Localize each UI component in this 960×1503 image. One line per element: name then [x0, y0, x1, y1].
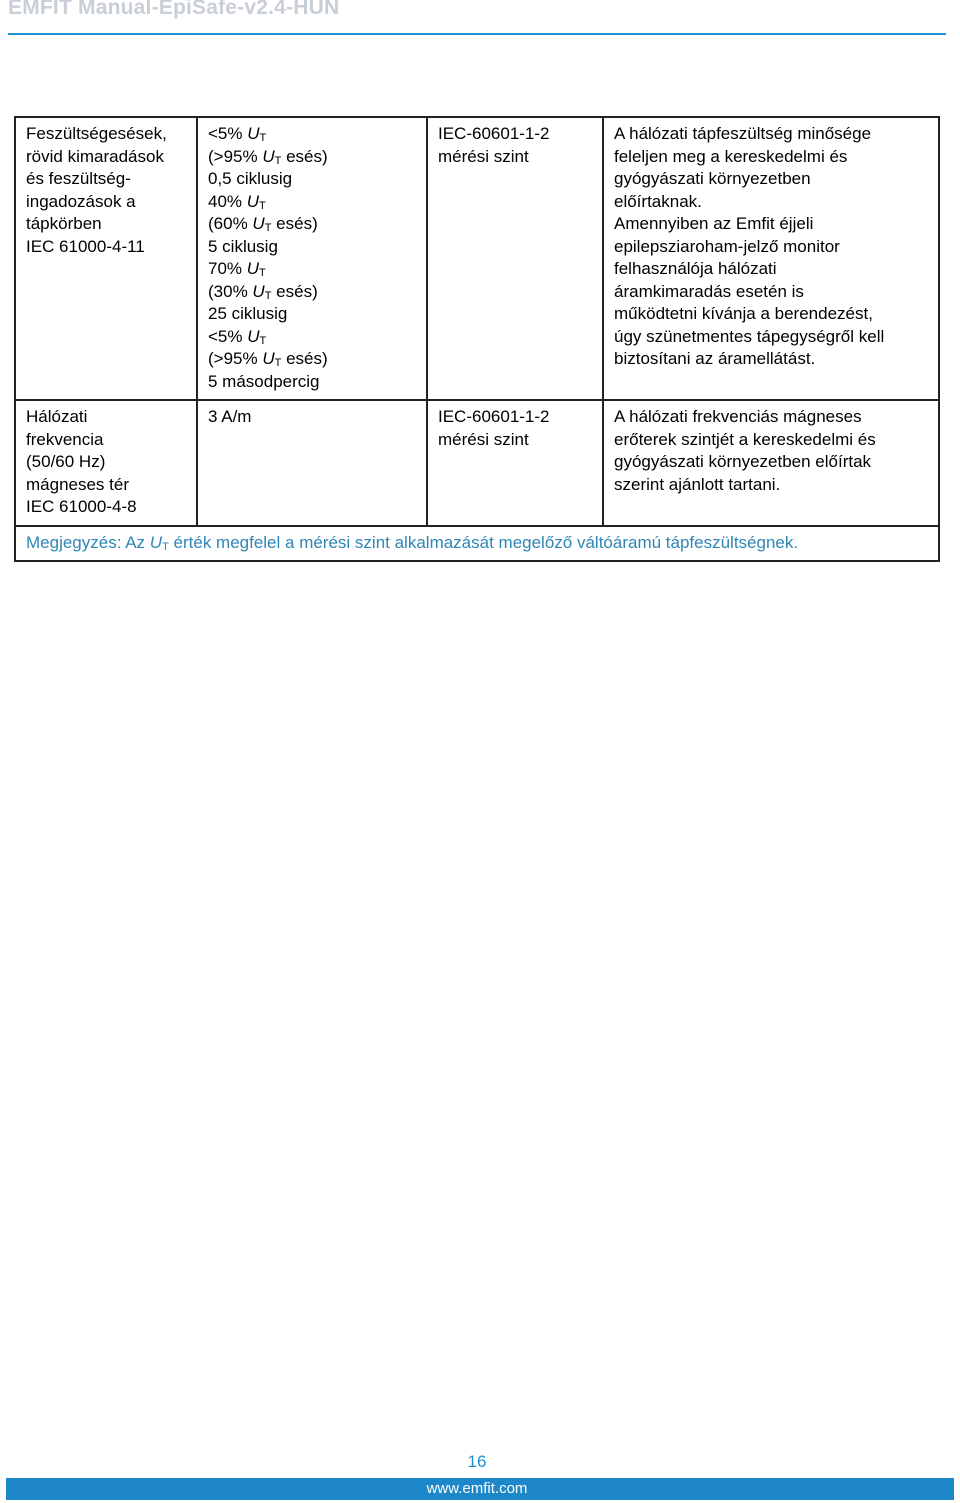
guidance-line: erőterek szintjét a kereskedelmi és	[614, 429, 876, 449]
guidance-line: felhasználója hálózati	[614, 259, 777, 278]
test-level-line	[208, 326, 418, 349]
document-header-title: EMFIT Manual-EpiSafe-v2.4-HUN	[8, 0, 340, 19]
test-level-line	[208, 213, 418, 236]
test-level-text: <5%	[208, 124, 248, 143]
compliance-line: IEC-60601-1-2	[438, 407, 550, 426]
guidance-line: úgy szünetmentes tápegységről kell	[614, 326, 885, 346]
phenomenon-line: (50/60 Hz)	[26, 452, 106, 471]
voltage-subscript: T	[259, 199, 266, 212]
phenomenon-line: tápkörben	[26, 214, 102, 233]
phenomenon-line: IEC 61000-4-8	[26, 497, 137, 516]
compliance-line: IEC-60601-1-2	[438, 124, 550, 143]
voltage-symbol: U	[246, 259, 260, 278]
table-note	[15, 526, 939, 562]
phenomenon-cell	[15, 117, 197, 400]
guidance-line: A hálózati tápfeszültség minősége	[614, 124, 872, 143]
test-level-line: 3 A/m	[208, 407, 252, 426]
test-level-text: 40%	[208, 191, 247, 211]
page-number: 16	[467, 1452, 487, 1471]
test-level-line	[208, 191, 418, 214]
guidance-line: Amennyiben az Emfit éjjeli	[614, 214, 814, 233]
table-row	[15, 400, 939, 526]
test-level-line	[208, 258, 418, 281]
compliance-line: mérési szint	[438, 146, 529, 166]
header-divider	[8, 33, 946, 35]
test-level-cell	[197, 400, 427, 526]
guidance-cell	[603, 400, 939, 526]
guidance-line: biztosítani az áramellátást.	[614, 349, 816, 368]
table-row	[15, 117, 939, 400]
test-level-text: 5 másodpercig	[208, 371, 320, 391]
test-level-line	[208, 123, 418, 146]
guidance-line: áramkimaradás esetén is	[614, 281, 804, 301]
voltage-symbol: U	[247, 326, 260, 346]
phenomenon-line: IEC 61000-4-11	[26, 236, 145, 256]
test-level-line	[208, 281, 418, 304]
test-level-line	[208, 371, 418, 394]
test-level-text: 70%	[208, 259, 247, 278]
note-prefix: Megjegyzés: Az	[26, 532, 150, 552]
phenomenon-line: Feszültségesések,	[26, 124, 167, 143]
voltage-subscript: T	[259, 132, 267, 144]
guidance-line: előírtaknak.	[614, 191, 702, 211]
test-level-line	[208, 303, 418, 326]
emc-immunity-table	[14, 116, 940, 562]
voltage-subscript: T	[264, 222, 272, 234]
guidance-line: működtetni kívánja a berendezést,	[614, 304, 873, 323]
note-suffix: érték megfelel a mérési szint alkalmazását megelőző váltóáramú tápfeszültségnek.	[168, 532, 799, 552]
table-row	[15, 526, 939, 562]
voltage-subscript: T	[264, 289, 272, 302]
guidance-line: epilepsziaroham-jelző monitor	[614, 236, 840, 256]
test-level-text: esés)	[281, 146, 328, 166]
voltage-subscript: T	[259, 334, 267, 347]
test-level-text: 5 ciklusig	[208, 236, 278, 256]
compliance-line: mérési szint	[438, 429, 529, 449]
guidance-line: gyógyászati környezetben	[614, 169, 811, 188]
test-level-text: 25 ciklusig	[208, 304, 288, 323]
phenomenon-cell	[15, 400, 197, 526]
voltage-symbol: U	[247, 124, 260, 143]
test-level-text: (>95%	[208, 349, 263, 368]
voltage-subscript: T	[274, 357, 282, 369]
phenomenon-line: Hálózati	[26, 407, 88, 426]
voltage-symbol: U	[262, 146, 275, 166]
test-level-line	[208, 236, 418, 259]
guidance-cell	[603, 117, 939, 400]
phenomenon-line: és feszültség-	[26, 169, 131, 188]
test-level-text: (>95%	[208, 146, 263, 166]
voltage-symbol: U	[262, 349, 275, 368]
guidance-line: szerint ajánlott tartani.	[614, 474, 781, 494]
voltage-symbol: U	[252, 214, 265, 233]
footer-website-link[interactable]: www.emfit.com	[426, 1480, 528, 1497]
phenomenon-line: mágneses tér	[26, 474, 129, 494]
compliance-level-cell	[427, 400, 603, 526]
voltage-subscript: T	[259, 267, 266, 279]
test-level-text: 0,5 ciklusig	[208, 169, 293, 188]
guidance-line: feleljen meg a kereskedelmi és	[614, 146, 848, 166]
phenomenon-line: rövid kimaradások	[26, 146, 164, 166]
compliance-level-cell	[427, 117, 603, 400]
guidance-line: A hálózati frekvenciás mágneses	[614, 407, 862, 426]
voltage-subscript: T	[274, 154, 282, 167]
guidance-line: gyógyászati környezetben előírtak	[614, 452, 872, 471]
test-level-line	[208, 168, 418, 191]
test-level-text: esés)	[281, 349, 328, 368]
test-level-text: (60%	[208, 214, 253, 233]
test-level-text: (30%	[208, 281, 253, 301]
phenomenon-line: ingadozások a	[26, 191, 136, 211]
phenomenon-line: frekvencia	[26, 429, 104, 449]
test-level-cell	[197, 117, 427, 400]
note-subscript: T	[162, 540, 169, 553]
test-level-text: esés)	[271, 214, 318, 233]
note-symbol: U	[149, 532, 163, 552]
test-level-text: <5%	[208, 326, 248, 346]
test-level-text: esés)	[271, 281, 318, 301]
voltage-symbol: U	[252, 281, 265, 301]
voltage-symbol: U	[246, 191, 260, 211]
test-level-line	[208, 348, 418, 371]
test-level-line	[208, 146, 418, 169]
